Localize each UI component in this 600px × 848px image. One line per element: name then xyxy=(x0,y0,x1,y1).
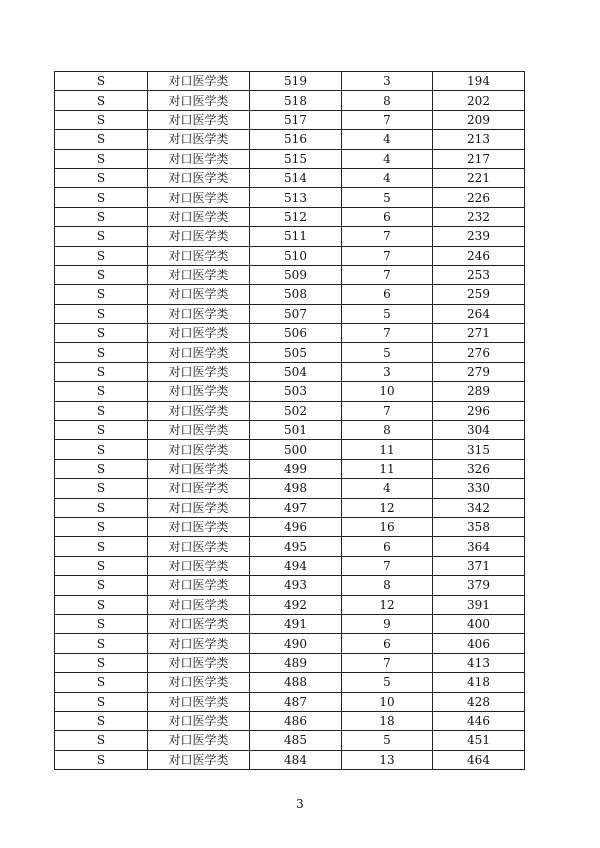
category-code-cell: S xyxy=(55,401,148,420)
cumulative-cell: 326 xyxy=(433,459,525,478)
subject-cell: 对口医学类 xyxy=(148,304,250,323)
category-code-cell: S xyxy=(55,362,148,381)
category-code-cell: S xyxy=(55,750,148,769)
subject-cell: 对口医学类 xyxy=(148,130,250,149)
table-row xyxy=(55,731,525,750)
score-cell: 512 xyxy=(250,207,342,226)
category-code-cell: S xyxy=(55,576,148,595)
table-row xyxy=(55,207,525,226)
subject-cell: 对口医学类 xyxy=(148,479,250,498)
table-row xyxy=(55,246,525,265)
table-row xyxy=(55,382,525,401)
subject-cell: 对口医学类 xyxy=(148,459,250,478)
table-row xyxy=(55,227,525,246)
category-code-cell: S xyxy=(55,168,148,187)
table-row xyxy=(55,421,525,440)
subject-cell: 对口医学类 xyxy=(148,421,250,440)
subject-cell: 对口医学类 xyxy=(148,614,250,633)
count-cell: 3 xyxy=(342,72,433,91)
count-cell: 7 xyxy=(342,556,433,575)
cumulative-cell: 358 xyxy=(433,517,525,536)
score-cell: 497 xyxy=(250,498,342,517)
count-cell: 7 xyxy=(342,324,433,343)
score-cell: 496 xyxy=(250,517,342,536)
subject-cell: 对口医学类 xyxy=(148,576,250,595)
score-cell: 519 xyxy=(250,72,342,91)
table-row xyxy=(55,149,525,168)
category-code-cell: S xyxy=(55,343,148,362)
count-cell: 12 xyxy=(342,498,433,517)
category-code-cell: S xyxy=(55,556,148,575)
score-cell: 499 xyxy=(250,459,342,478)
table-row xyxy=(55,479,525,498)
category-code-cell: S xyxy=(55,731,148,750)
table-row xyxy=(55,673,525,692)
score-cell: 518 xyxy=(250,91,342,110)
table-row xyxy=(55,692,525,711)
subject-cell: 对口医学类 xyxy=(148,401,250,420)
score-cell: 516 xyxy=(250,130,342,149)
score-table xyxy=(54,71,525,770)
table-row xyxy=(55,750,525,769)
subject-cell: 对口医学类 xyxy=(148,207,250,226)
table-row xyxy=(55,498,525,517)
cumulative-cell: 428 xyxy=(433,692,525,711)
subject-cell: 对口医学类 xyxy=(148,498,250,517)
count-cell: 6 xyxy=(342,207,433,226)
subject-cell: 对口医学类 xyxy=(148,673,250,692)
cumulative-cell: 209 xyxy=(433,110,525,129)
cumulative-cell: 271 xyxy=(433,324,525,343)
cumulative-cell: 413 xyxy=(433,653,525,672)
table-row xyxy=(55,401,525,420)
score-table-body xyxy=(55,72,525,770)
count-cell: 4 xyxy=(342,479,433,498)
count-cell: 10 xyxy=(342,692,433,711)
score-cell: 507 xyxy=(250,304,342,323)
cumulative-cell: 221 xyxy=(433,168,525,187)
count-cell: 13 xyxy=(342,750,433,769)
subject-cell: 对口医学类 xyxy=(148,711,250,730)
count-cell: 4 xyxy=(342,149,433,168)
count-cell: 6 xyxy=(342,285,433,304)
subject-cell: 对口医学类 xyxy=(148,168,250,187)
cumulative-cell: 418 xyxy=(433,673,525,692)
score-cell: 487 xyxy=(250,692,342,711)
cumulative-cell: 253 xyxy=(433,265,525,284)
subject-cell: 对口医学类 xyxy=(148,692,250,711)
category-code-cell: S xyxy=(55,440,148,459)
count-cell: 8 xyxy=(342,421,433,440)
category-code-cell: S xyxy=(55,479,148,498)
category-code-cell: S xyxy=(55,498,148,517)
count-cell: 7 xyxy=(342,110,433,129)
cumulative-cell: 379 xyxy=(433,576,525,595)
cumulative-cell: 239 xyxy=(433,227,525,246)
cumulative-cell: 194 xyxy=(433,72,525,91)
category-code-cell: S xyxy=(55,207,148,226)
cumulative-cell: 371 xyxy=(433,556,525,575)
count-cell: 3 xyxy=(342,362,433,381)
category-code-cell: S xyxy=(55,227,148,246)
score-cell: 488 xyxy=(250,673,342,692)
subject-cell: 对口医学类 xyxy=(148,537,250,556)
count-cell: 7 xyxy=(342,401,433,420)
score-cell: 502 xyxy=(250,401,342,420)
count-cell: 7 xyxy=(342,227,433,246)
score-cell: 510 xyxy=(250,246,342,265)
score-cell: 490 xyxy=(250,634,342,653)
score-cell: 509 xyxy=(250,265,342,284)
score-cell: 505 xyxy=(250,343,342,362)
subject-cell: 对口医学类 xyxy=(148,653,250,672)
count-cell: 5 xyxy=(342,304,433,323)
cumulative-cell: 232 xyxy=(433,207,525,226)
cumulative-cell: 304 xyxy=(433,421,525,440)
cumulative-cell: 451 xyxy=(433,731,525,750)
count-cell: 7 xyxy=(342,246,433,265)
table-row xyxy=(55,440,525,459)
category-code-cell: S xyxy=(55,324,148,343)
table-row xyxy=(55,653,525,672)
score-cell: 513 xyxy=(250,188,342,207)
table-row xyxy=(55,130,525,149)
cumulative-cell: 264 xyxy=(433,304,525,323)
score-cell: 495 xyxy=(250,537,342,556)
subject-cell: 对口医学类 xyxy=(148,91,250,110)
category-code-cell: S xyxy=(55,110,148,129)
count-cell: 5 xyxy=(342,343,433,362)
score-cell: 500 xyxy=(250,440,342,459)
score-cell: 504 xyxy=(250,362,342,381)
count-cell: 5 xyxy=(342,188,433,207)
table-row xyxy=(55,595,525,614)
category-code-cell: S xyxy=(55,595,148,614)
count-cell: 6 xyxy=(342,634,433,653)
cumulative-cell: 446 xyxy=(433,711,525,730)
cumulative-cell: 213 xyxy=(433,130,525,149)
cumulative-cell: 391 xyxy=(433,595,525,614)
table-row xyxy=(55,265,525,284)
score-cell: 493 xyxy=(250,576,342,595)
subject-cell: 对口医学类 xyxy=(148,556,250,575)
table-row xyxy=(55,459,525,478)
score-cell: 485 xyxy=(250,731,342,750)
score-cell: 494 xyxy=(250,556,342,575)
cumulative-cell: 400 xyxy=(433,614,525,633)
subject-cell: 对口医学类 xyxy=(148,517,250,536)
category-code-cell: S xyxy=(55,72,148,91)
table-row xyxy=(55,91,525,110)
category-code-cell: S xyxy=(55,692,148,711)
count-cell: 5 xyxy=(342,731,433,750)
table-row xyxy=(55,576,525,595)
score-cell: 491 xyxy=(250,614,342,633)
category-code-cell: S xyxy=(55,614,148,633)
table-row xyxy=(55,72,525,91)
table-row xyxy=(55,324,525,343)
category-code-cell: S xyxy=(55,130,148,149)
category-code-cell: S xyxy=(55,304,148,323)
subject-cell: 对口医学类 xyxy=(148,227,250,246)
score-cell: 506 xyxy=(250,324,342,343)
cumulative-cell: 246 xyxy=(433,246,525,265)
count-cell: 9 xyxy=(342,614,433,633)
subject-cell: 对口医学类 xyxy=(148,324,250,343)
cumulative-cell: 217 xyxy=(433,149,525,168)
subject-cell: 对口医学类 xyxy=(148,110,250,129)
cumulative-cell: 289 xyxy=(433,382,525,401)
subject-cell: 对口医学类 xyxy=(148,246,250,265)
subject-cell: 对口医学类 xyxy=(148,149,250,168)
count-cell: 4 xyxy=(342,168,433,187)
score-cell: 511 xyxy=(250,227,342,246)
subject-cell: 对口医学类 xyxy=(148,440,250,459)
score-cell: 508 xyxy=(250,285,342,304)
score-cell: 486 xyxy=(250,711,342,730)
table-row xyxy=(55,556,525,575)
score-cell: 498 xyxy=(250,479,342,498)
score-cell: 514 xyxy=(250,168,342,187)
category-code-cell: S xyxy=(55,285,148,304)
count-cell: 6 xyxy=(342,537,433,556)
category-code-cell: S xyxy=(55,711,148,730)
category-code-cell: S xyxy=(55,459,148,478)
subject-cell: 对口医学类 xyxy=(148,343,250,362)
subject-cell: 对口医学类 xyxy=(148,265,250,284)
cumulative-cell: 342 xyxy=(433,498,525,517)
score-cell: 489 xyxy=(250,653,342,672)
cumulative-cell: 259 xyxy=(433,285,525,304)
subject-cell: 对口医学类 xyxy=(148,72,250,91)
cumulative-cell: 279 xyxy=(433,362,525,381)
score-cell: 515 xyxy=(250,149,342,168)
table-row xyxy=(55,614,525,633)
subject-cell: 对口医学类 xyxy=(148,285,250,304)
category-code-cell: S xyxy=(55,634,148,653)
subject-cell: 对口医学类 xyxy=(148,362,250,381)
cumulative-cell: 364 xyxy=(433,537,525,556)
cumulative-cell: 406 xyxy=(433,634,525,653)
score-cell: 501 xyxy=(250,421,342,440)
table-row xyxy=(55,517,525,536)
count-cell: 7 xyxy=(342,265,433,284)
score-cell: 484 xyxy=(250,750,342,769)
count-cell: 7 xyxy=(342,653,433,672)
cumulative-cell: 296 xyxy=(433,401,525,420)
category-code-cell: S xyxy=(55,188,148,207)
table-row xyxy=(55,537,525,556)
table-row xyxy=(55,110,525,129)
subject-cell: 对口医学类 xyxy=(148,595,250,614)
count-cell: 18 xyxy=(342,711,433,730)
category-code-cell: S xyxy=(55,382,148,401)
cumulative-cell: 226 xyxy=(433,188,525,207)
table-row xyxy=(55,285,525,304)
table-row xyxy=(55,188,525,207)
count-cell: 8 xyxy=(342,91,433,110)
table-row xyxy=(55,634,525,653)
category-code-cell: S xyxy=(55,91,148,110)
category-code-cell: S xyxy=(55,673,148,692)
cumulative-cell: 330 xyxy=(433,479,525,498)
category-code-cell: S xyxy=(55,421,148,440)
count-cell: 5 xyxy=(342,673,433,692)
category-code-cell: S xyxy=(55,246,148,265)
cumulative-cell: 315 xyxy=(433,440,525,459)
cumulative-cell: 464 xyxy=(433,750,525,769)
table-row xyxy=(55,343,525,362)
count-cell: 12 xyxy=(342,595,433,614)
score-cell: 503 xyxy=(250,382,342,401)
page-number: 3 xyxy=(296,797,304,811)
score-cell: 492 xyxy=(250,595,342,614)
count-cell: 8 xyxy=(342,576,433,595)
category-code-cell: S xyxy=(55,149,148,168)
table-row xyxy=(55,362,525,381)
table-row xyxy=(55,304,525,323)
count-cell: 16 xyxy=(342,517,433,536)
score-cell: 517 xyxy=(250,110,342,129)
table-row xyxy=(55,711,525,730)
cumulative-cell: 202 xyxy=(433,91,525,110)
subject-cell: 对口医学类 xyxy=(148,634,250,653)
cumulative-cell: 276 xyxy=(433,343,525,362)
table-row xyxy=(55,168,525,187)
count-cell: 4 xyxy=(342,130,433,149)
subject-cell: 对口医学类 xyxy=(148,382,250,401)
category-code-cell: S xyxy=(55,265,148,284)
subject-cell: 对口医学类 xyxy=(148,188,250,207)
subject-cell: 对口医学类 xyxy=(148,750,250,769)
count-cell: 10 xyxy=(342,382,433,401)
category-code-cell: S xyxy=(55,517,148,536)
category-code-cell: S xyxy=(55,653,148,672)
count-cell: 11 xyxy=(342,459,433,478)
count-cell: 11 xyxy=(342,440,433,459)
subject-cell: 对口医学类 xyxy=(148,731,250,750)
category-code-cell: S xyxy=(55,537,148,556)
